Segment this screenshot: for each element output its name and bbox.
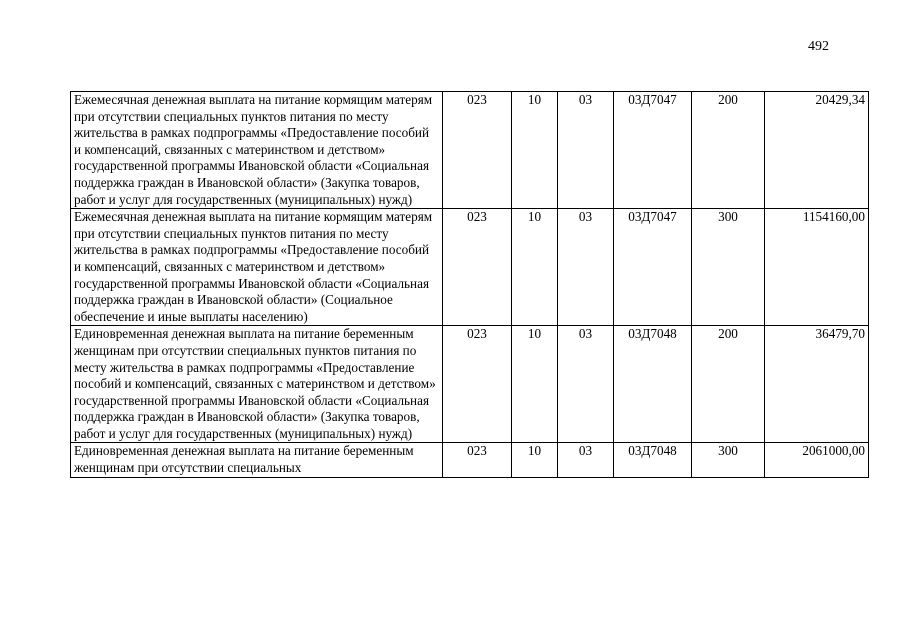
cell-description: Единовременная денежная выплата на питание беременным женщинам при отсутствии специальных пунктов питания по месту жительства в рамках подпрограммы «Предоставление пособий и компенсаций, связанных с материнством и детством» государственной программы Ивановской области «Социальная поддержка граждан в Ивановской области» (Закупка товаров, работ и услуг для государственных (муниципальных) нужд): [71, 326, 443, 443]
table-row: [71, 209, 869, 326]
cell-amount: 36479,70: [765, 326, 869, 443]
cell-subsection-code: 03: [558, 443, 614, 478]
cell-ministry-code: 023: [443, 443, 512, 478]
cell-section-code: 10: [512, 443, 558, 478]
cell-section-code: 10: [512, 326, 558, 443]
cell-amount: 1154160,00: [765, 209, 869, 326]
cell-subsection-code: 03: [558, 326, 614, 443]
cell-section-code: 10: [512, 92, 558, 209]
cell-amount: 20429,34: [765, 92, 869, 209]
cell-expense-type: 300: [692, 443, 765, 478]
table-row: [71, 326, 869, 443]
table-row: [71, 92, 869, 209]
cell-subsection-code: 03: [558, 92, 614, 209]
cell-ministry-code: 023: [443, 326, 512, 443]
cell-section-code: 10: [512, 209, 558, 326]
cell-ministry-code: 023: [443, 209, 512, 326]
cell-description: Ежемесячная денежная выплата на питание кормящим матерям при отсутствии специальных пунктов питания по месту жительства в рамках подпрограммы «Предоставление пособий и компенсаций, связанных с материнством и детством» государственной программы Ивановской области «Социальная поддержка граждан в Ивановской области» (Социальное обеспечение и иные выплаты населению): [71, 209, 443, 326]
cell-expense-type: 300: [692, 209, 765, 326]
budget-table: [70, 91, 869, 478]
cell-ministry-code: 023: [443, 92, 512, 209]
cell-expense-type: 200: [692, 326, 765, 443]
cell-expense-type: 200: [692, 92, 765, 209]
cell-description: Единовременная денежная выплата на питание беременным женщинам при отсутствии специальных: [71, 443, 443, 478]
cell-description: Ежемесячная денежная выплата на питание кормящим матерям при отсутствии специальных пунктов питания по месту жительства в рамках подпрограммы «Предоставление пособий и компенсаций, связанных с материнством и детством» государственной программы Ивановской области «Социальная поддержка граждан в Ивановской области» (Закупка товаров, работ и услуг для государственных (муниципальных) нужд): [71, 92, 443, 209]
page-number: 492: [808, 39, 829, 54]
table-row: [71, 443, 869, 478]
cell-amount: 2061000,00: [765, 443, 869, 478]
cell-subsection-code: 03: [558, 209, 614, 326]
cell-target-code: 03Д7047: [614, 92, 692, 209]
cell-target-code: 03Д7048: [614, 443, 692, 478]
cell-target-code: 03Д7047: [614, 209, 692, 326]
cell-target-code: 03Д7048: [614, 326, 692, 443]
